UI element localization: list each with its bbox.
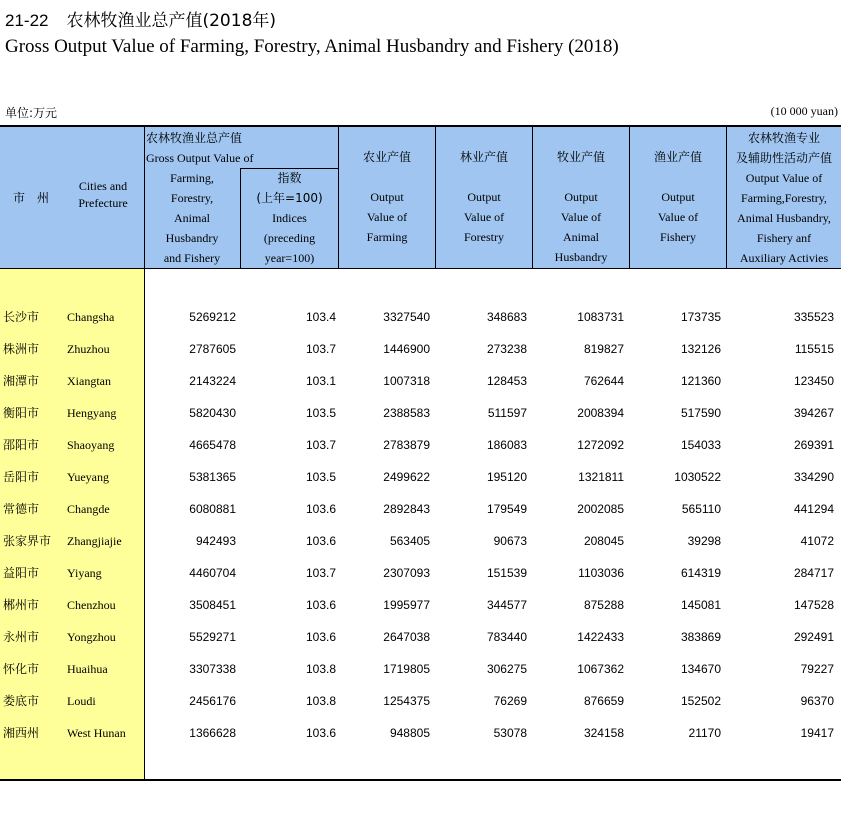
table-row [0, 525, 841, 557]
gross-value: 2143224 [189, 374, 236, 388]
fishery-value: 134670 [680, 662, 721, 676]
gross-value: 5820430 [189, 406, 236, 420]
index-value: 103.8 [305, 662, 336, 676]
farming-value: 1446900 [383, 342, 430, 356]
fishery-value: 145081 [680, 598, 721, 612]
farming-value: 563405 [389, 534, 430, 548]
farming-value: 2892843 [383, 502, 430, 516]
col-divider-gross [240, 168, 241, 268]
aux-value: 147528 [793, 598, 834, 612]
city-name-cn: 岳阳市 [3, 470, 40, 484]
table-row [0, 589, 841, 621]
city-name-en: Shaoyang [67, 438, 115, 452]
index-value: 103.6 [305, 598, 336, 612]
fishery-value: 21170 [688, 726, 721, 740]
header-gross-title: 农林牧渔业总产值 Gross Output Value of [146, 131, 254, 165]
animal-value: 1067362 [577, 662, 624, 676]
col-divider-fishery [726, 127, 727, 268]
index-value: 103.6 [305, 630, 336, 644]
farming-value: 948805 [389, 726, 430, 740]
index-value: 103.6 [305, 502, 336, 516]
header-farming: 农业产值 Output Value of Farming [362, 150, 411, 244]
city-name-cn: 永州市 [3, 630, 40, 644]
forestry-value: 783440 [486, 630, 527, 644]
index-value: 103.7 [305, 438, 336, 452]
city-name-en: Yueyang [67, 470, 109, 484]
title-cn-text: 农林牧渔业总产值(2018年) [66, 11, 277, 31]
aux-value: 334290 [793, 470, 834, 484]
table-row [0, 333, 841, 365]
farming-value: 3327540 [383, 310, 430, 324]
forestry-value: 151539 [486, 566, 527, 580]
unit-label-cn: 单位:万元 [5, 106, 58, 120]
aux-value: 96370 [800, 694, 834, 708]
fishery-value: 132126 [680, 342, 721, 356]
city-name-cn: 邵阳市 [3, 438, 40, 452]
aux-value: 292491 [793, 630, 834, 644]
index-value: 103.8 [305, 694, 336, 708]
aux-value: 19417 [800, 726, 834, 740]
aux-value: 335523 [793, 310, 834, 324]
fishery-value: 517590 [680, 406, 721, 420]
city-name-cn: 怀化市 [3, 662, 40, 676]
city-name-cn: 株洲市 [3, 342, 40, 356]
animal-value: 1321811 [578, 470, 624, 484]
animal-value: 1103036 [578, 566, 624, 580]
city-name-cn: 益阳市 [3, 566, 40, 580]
header-gross-split-rule [240, 168, 338, 169]
table-row [0, 621, 841, 653]
aux-value: 115515 [794, 342, 834, 356]
table-row [0, 685, 841, 717]
farming-value: 2307093 [383, 566, 430, 580]
animal-value: 1272092 [577, 438, 624, 452]
fishery-value: 121360 [680, 374, 721, 388]
animal-value: 1083731 [577, 310, 624, 324]
header-city-en: Cities and Prefecture [78, 179, 128, 210]
gross-value: 5529271 [189, 630, 236, 644]
table-row [0, 493, 841, 525]
forestry-value: 179549 [486, 502, 527, 516]
animal-value: 208045 [583, 534, 624, 548]
fishery-value: 565110 [681, 502, 721, 516]
fishery-value: 614319 [680, 566, 721, 580]
fishery-value: 152502 [680, 694, 721, 708]
table-bottom-rule [0, 779, 841, 781]
forestry-value: 90673 [493, 534, 527, 548]
aux-value: 441294 [793, 502, 834, 516]
forestry-value: 195120 [486, 470, 527, 484]
city-name-cn: 常德市 [3, 502, 40, 516]
page-title-en: Gross Output Value of Farming, Forestry, Animal Husbandry and Fishery (2018) [5, 36, 619, 57]
farming-value: 2783879 [383, 438, 430, 452]
farming-value: 1995977 [383, 598, 430, 612]
gross-value: 942493 [195, 534, 236, 548]
table-row [0, 461, 841, 493]
table-row [0, 653, 841, 685]
table-row [0, 365, 841, 397]
gross-value: 4665478 [189, 438, 236, 452]
index-value: 103.6 [305, 726, 336, 740]
gross-value: 3307338 [189, 662, 236, 676]
aux-value: 394267 [793, 406, 834, 420]
city-name-en: Hengyang [67, 406, 117, 420]
fishery-value: 1030522 [674, 470, 721, 484]
gross-value: 1366628 [189, 726, 236, 740]
animal-value: 819827 [583, 342, 624, 356]
header-animal: 牧业产值 Output Value of Animal Husbandry [554, 150, 608, 264]
page-title-cn [5, 6, 276, 31]
animal-value: 2002085 [577, 502, 624, 516]
forestry-value: 273238 [486, 342, 527, 356]
forestry-value: 76269 [493, 694, 527, 708]
index-value: 103.4 [305, 310, 336, 324]
index-value: 103.6 [305, 534, 336, 548]
index-value: 103.7 [305, 342, 336, 356]
gross-value: 2456176 [189, 694, 236, 708]
col-divider-farming [435, 127, 436, 268]
index-value: 103.5 [305, 470, 336, 484]
table-number: 21-22 [5, 11, 49, 30]
aux-value: 284717 [793, 566, 834, 580]
gross-value: 5381365 [189, 470, 236, 484]
animal-value: 324158 [583, 726, 624, 740]
gross-value: 3508451 [189, 598, 236, 612]
forestry-value: 128453 [486, 374, 527, 388]
header-city-cn: 市 州 [12, 191, 49, 205]
aux-value: 269391 [793, 438, 834, 452]
city-name-cn: 郴州市 [3, 598, 40, 612]
gross-value: 6080881 [189, 502, 236, 516]
city-name-en: Chenzhou [67, 598, 116, 612]
table-row [0, 301, 841, 333]
city-name-cn: 娄底市 [3, 694, 40, 708]
gross-value: 5269212 [189, 310, 236, 324]
fishery-value: 154033 [680, 438, 721, 452]
index-value: 103.5 [305, 406, 336, 420]
aux-value: 79227 [800, 662, 834, 676]
table-top-rule [0, 125, 841, 127]
index-value: 103.1 [305, 374, 336, 388]
gross-value: 4460704 [189, 566, 236, 580]
animal-value: 876659 [583, 694, 624, 708]
farming-value: 2388583 [383, 406, 430, 420]
col-divider-index [338, 127, 339, 268]
fishery-value: 173735 [680, 310, 721, 324]
city-name-en: West Hunan [67, 726, 126, 740]
city-name-en: Xiangtan [67, 374, 111, 388]
forestry-value: 53078 [493, 726, 527, 740]
animal-value: 762644 [583, 374, 624, 388]
city-name-en: Changsha [67, 310, 115, 324]
table-row [0, 557, 841, 589]
farming-value: 1254375 [383, 694, 430, 708]
col-divider-forestry [532, 127, 533, 268]
header-fishery: 渔业产值 Output Value of Fishery [653, 150, 702, 244]
city-name-en: Zhangjiajie [67, 534, 122, 548]
col-divider-animal [629, 127, 630, 268]
city-name-en: Yiyang [67, 566, 102, 580]
city-name-en: Huaihua [67, 662, 108, 676]
city-name-cn: 衡阳市 [3, 406, 40, 420]
city-name-cn: 湘西州 [3, 726, 40, 740]
city-name-cn: 长沙市 [3, 310, 40, 324]
farming-value: 2499622 [383, 470, 430, 484]
table-row [0, 429, 841, 461]
city-name-en: Zhuzhou [67, 342, 110, 356]
animal-value: 875288 [583, 598, 624, 612]
header-gross-sub: Farming, Forestry, Animal Husbandry and Fishery [163, 171, 221, 265]
table-row [0, 717, 841, 749]
farming-value: 1719805 [383, 662, 430, 676]
forestry-value: 511597 [487, 406, 527, 420]
forestry-value: 186083 [486, 438, 527, 452]
city-name-en: Changde [67, 502, 110, 516]
city-name-en: Loudi [67, 694, 96, 708]
header-forestry: 林业产值 Output Value of Forestry [459, 150, 508, 244]
forestry-value: 306275 [486, 662, 527, 676]
unit-label-en: (10 000 yuan) [770, 104, 838, 118]
fishery-value: 39298 [687, 534, 721, 548]
farming-value: 2647038 [383, 630, 430, 644]
city-name-cn: 湘潭市 [3, 374, 40, 388]
aux-value: 41072 [800, 534, 834, 548]
header-bottom-rule [0, 268, 841, 269]
farming-value: 1007318 [383, 374, 430, 388]
forestry-value: 348683 [486, 310, 527, 324]
gross-value: 2787605 [189, 342, 236, 356]
forestry-value: 344577 [486, 598, 527, 612]
header-aux: 农林牧渔专业 及辅助性活动产值 Output Value of Farming,Forestry, Animal Husbandry, Fishery anf Auxiliary Activies [735, 131, 832, 265]
city-name-en: Yongzhou [67, 630, 116, 644]
animal-value: 1422433 [577, 630, 624, 644]
city-name-cn: 张家界市 [3, 534, 52, 548]
table-row [0, 397, 841, 429]
index-value: 103.7 [305, 566, 336, 580]
header-index: 指数 (上年=100) Indices (preceding year=100) [256, 171, 323, 265]
aux-value: 123450 [793, 374, 834, 388]
animal-value: 2008394 [577, 406, 624, 420]
fishery-value: 383869 [680, 630, 721, 644]
